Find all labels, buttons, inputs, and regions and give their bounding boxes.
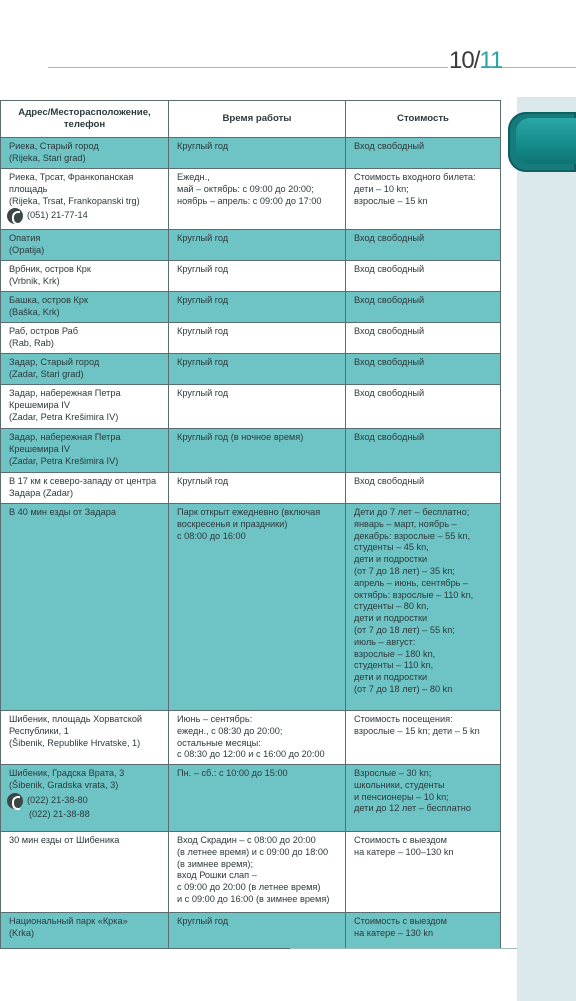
address-line: В 40 мин езды от Задара <box>9 507 116 517</box>
hours-cell <box>169 230 346 261</box>
hours-line: Ежедн., <box>177 172 210 182</box>
hours-line: ежедн., с 08:30 до 20:00; <box>177 725 283 736</box>
price-line: на катере – 130 kn <box>354 927 434 938</box>
table-row <box>1 230 501 261</box>
price-line: дети и подростки <box>354 613 428 624</box>
hours-cell <box>169 138 346 169</box>
price-line: Вход свободный <box>354 326 425 336</box>
address-line: Задар, набережная Петра <box>9 388 121 398</box>
address-line: Крешемира IV <box>9 399 70 410</box>
phone-number[interactable]: (022) 21-38-80 <box>27 794 88 805</box>
hours-line: вход Рошки слап – <box>177 870 257 881</box>
hours-line: Круглый год <box>177 295 229 305</box>
address-cell <box>1 765 169 832</box>
address-line: Задара (Zadar) <box>9 487 74 498</box>
hours-cell <box>169 169 346 230</box>
hours-line: воскресенья и праздники) <box>177 518 288 529</box>
price-line: взрослые – 15 kn; дети – 5 kn <box>354 725 480 736</box>
address-cell <box>1 429 169 473</box>
phone-line <box>9 208 163 224</box>
table-row <box>1 504 501 711</box>
price-line: студенты – 110 kn, <box>354 660 434 671</box>
table-row <box>1 323 501 354</box>
price-cell <box>346 138 501 169</box>
table-row <box>1 429 501 473</box>
header-hours: Время работы <box>169 101 346 138</box>
price-line: дети и подростки <box>354 554 428 565</box>
hours-cell <box>169 354 346 385</box>
header-rule <box>48 67 448 68</box>
address-cell <box>1 504 169 711</box>
address-cell <box>1 913 169 949</box>
price-cell <box>346 711 501 765</box>
price-line: студенты – 45 kn, <box>354 542 429 553</box>
phone-number[interactable]: (051) 21-77-14 <box>27 210 88 221</box>
hours-line: Круглый год <box>177 264 229 274</box>
hours-line: Круглый год <box>177 476 229 486</box>
header-price: Стоимость <box>346 101 501 138</box>
address-line: Врбник, остров Крк <box>9 264 91 274</box>
address-line: (Rijeka, Stari grad) <box>9 152 86 163</box>
price-cell <box>346 913 501 949</box>
page-separator: / <box>473 47 480 74</box>
price-line: Вход свободный <box>354 432 425 442</box>
price-line: взрослые – 180 kn, <box>354 648 436 659</box>
price-line: Стоимость с выездом <box>354 916 447 926</box>
side-panel <box>517 97 576 1001</box>
price-cell <box>346 323 501 354</box>
hours-cell <box>169 292 346 323</box>
address-line: (Rijeka, Trsat, Frankopanski trg) <box>9 195 140 206</box>
address-line: Раб, остров Раб <box>9 326 79 336</box>
price-cell <box>346 292 501 323</box>
price-line: и пенсионеры – 10 kn; <box>354 791 449 802</box>
hours-line: с 08:30 до 12:00 и с 16:00 до 20:00 <box>177 749 325 760</box>
price-line: Стоимость входного билета: <box>354 172 476 182</box>
price-line: Вход свободный <box>354 388 425 398</box>
address-line: (Opatija) <box>9 244 45 255</box>
hours-line: ноябрь – апрель: с 09:00 до 17:00 <box>177 195 322 206</box>
address-line: Задар, набережная Петра <box>9 432 121 442</box>
price-cell <box>346 473 501 504</box>
table-row <box>1 261 501 292</box>
price-line: дети до 12 лет – бесплатно <box>354 803 471 814</box>
hours-line: с 08:00 до 16:00 <box>177 530 246 541</box>
address-line: Шибеник, Градска Врата, 3 <box>9 768 125 778</box>
price-line: (от 7 до 18 лет) – 35 kn; <box>354 565 455 576</box>
price-line: дети – 10 kn; <box>354 183 409 194</box>
table-row <box>1 385 501 429</box>
hours-line: Круглый год <box>177 916 229 926</box>
page-number <box>449 48 502 74</box>
address-line: (Zadar, Stari grad) <box>9 368 84 379</box>
phone-icon <box>7 208 23 224</box>
address-line: Риека, Трсат, Франкопанская площадь <box>9 172 134 194</box>
header-rule-right <box>502 67 576 68</box>
price-line: взрослые – 15 kn <box>354 195 428 206</box>
price-line: Дети до 7 лет – бесплатно; <box>354 507 470 517</box>
address-line: (Šibenik, Republike Hrvatske, 1) <box>9 737 141 748</box>
price-line: Вход свободный <box>354 476 425 486</box>
address-line: Задар, Старый город <box>9 357 100 367</box>
address-cell <box>1 261 169 292</box>
hours-line: (в зимнее время); <box>177 858 254 869</box>
address-cell <box>1 385 169 429</box>
phone-line <box>9 793 163 809</box>
hours-line: остальные месяцы: <box>177 737 261 748</box>
price-cell <box>346 765 501 832</box>
address-cell <box>1 292 169 323</box>
address-line: Риека, Старый город <box>9 141 99 151</box>
hours-cell <box>169 711 346 765</box>
address-line: (Rab, Rab) <box>9 337 54 348</box>
price-line: студенты – 80 kn, <box>354 601 429 612</box>
price-line: школьники, студенты <box>354 779 445 790</box>
price-line: Вход свободный <box>354 295 425 305</box>
hours-cell <box>169 913 346 949</box>
price-cell <box>346 261 501 292</box>
address-line: (Baška, Krk) <box>9 306 60 317</box>
address-cell <box>1 230 169 261</box>
price-line: Стоимость посещения: <box>354 714 453 724</box>
address-line: Опатия <box>9 233 41 243</box>
hours-line: Вход Скрадин – с 08:00 до 20:00 <box>177 835 316 845</box>
price-line: (от 7 до 18 лет) – 80 kn <box>354 683 453 694</box>
hours-line: Парк открыт ежедневно (включая <box>177 507 321 517</box>
table-row <box>1 765 501 832</box>
address-cell <box>1 169 169 230</box>
address-line: 30 мин езды от Шибеника <box>9 835 120 845</box>
table-row <box>1 354 501 385</box>
address-line: Республики, 1 <box>9 725 69 736</box>
address-line: (Zadar, Petra Krešimira IV) <box>9 455 119 466</box>
page-total: 11 <box>479 47 503 74</box>
price-line: июль – август: <box>354 636 416 647</box>
hours-cell <box>169 832 346 913</box>
address-cell <box>1 473 169 504</box>
hours-line: с 09:00 до 20:00 (в летнее время) <box>177 882 321 893</box>
price-line: Взрослые – 30 kn; <box>354 768 432 778</box>
table-row <box>1 711 501 765</box>
table-row <box>1 138 501 169</box>
address-line: Башка, остров Крк <box>9 295 88 305</box>
address-cell <box>1 323 169 354</box>
hours-line: Круглый год (в ночное время) <box>177 432 304 442</box>
hours-cell <box>169 765 346 832</box>
header-address: Адрес/Месторасположение, телефон <box>1 101 169 138</box>
address-cell <box>1 832 169 913</box>
price-line: январь – март, ноябрь – <box>354 518 457 529</box>
hours-line: Круглый год <box>177 388 229 398</box>
hours-line: Круглый год <box>177 357 229 367</box>
price-cell <box>346 429 501 473</box>
price-cell <box>346 169 501 230</box>
footer-rule <box>290 948 517 949</box>
price-line: Вход свободный <box>354 264 425 274</box>
table-row <box>1 292 501 323</box>
table-body <box>1 138 501 949</box>
hours-cell <box>169 385 346 429</box>
table-row <box>1 913 501 949</box>
address-line: Национальный парк «Крка» <box>9 916 128 926</box>
price-line: дети и подростки <box>354 672 428 683</box>
price-line: Вход свободный <box>354 357 425 367</box>
hours-cell <box>169 504 346 711</box>
price-line: Вход свободный <box>354 141 425 151</box>
hours-cell <box>169 323 346 354</box>
page-current: 10 <box>449 47 474 74</box>
address-cell <box>1 711 169 765</box>
price-cell <box>346 354 501 385</box>
address-line: (Vrbnik, Krk) <box>9 275 60 286</box>
price-line: декабрь: взрослые – 55 kn, <box>354 530 471 541</box>
address-line: (Krka) <box>9 927 35 938</box>
hours-line: Пн. – сб.: с 10:00 до 15:00 <box>177 768 288 778</box>
attractions-table <box>0 100 501 949</box>
hours-line: и с 09:00 до 16:00 (в зимнее время) <box>177 893 330 904</box>
address-line: Крешемира IV <box>9 443 70 454</box>
price-cell <box>346 230 501 261</box>
price-line: Стоимость с выездом <box>354 835 447 845</box>
phone-icon <box>7 793 23 809</box>
table-row <box>1 169 501 230</box>
table-row <box>1 473 501 504</box>
hours-line: Круглый год <box>177 233 229 243</box>
address-line: (Zadar, Petra Krešimira IV) <box>9 411 119 422</box>
table-header-row <box>1 101 501 138</box>
price-line: октябрь: взрослые – 110 kn, <box>354 589 474 600</box>
hours-line: Круглый год <box>177 141 229 151</box>
price-line: (от 7 до 18 лет) – 55 kn; <box>354 624 455 635</box>
hours-line: Июнь – сентябрь: <box>177 714 253 724</box>
address-line: (Šibenik, Gradska vrata, 3) <box>9 779 119 790</box>
hours-line: (в летнее время) и с 09:00 до 18:00 <box>177 846 329 857</box>
price-cell <box>346 385 501 429</box>
side-tab-highlight <box>516 118 576 164</box>
address-cell <box>1 138 169 169</box>
hours-line: май – октябрь: с 09:00 до 20:00; <box>177 183 314 194</box>
phone-number[interactable]: (022) 21-38-88 <box>29 808 90 819</box>
price-cell <box>346 504 501 711</box>
hours-cell <box>169 473 346 504</box>
hours-cell <box>169 429 346 473</box>
price-line: Вход свободный <box>354 233 425 243</box>
address-line: Шибеник, площадь Хорватской <box>9 714 143 724</box>
hours-line: Круглый год <box>177 326 229 336</box>
price-line: апрель – июнь, сентябрь – <box>354 577 469 588</box>
address-line: В 17 км к северо-западу от центра <box>9 476 157 486</box>
price-cell <box>346 832 501 913</box>
hours-cell <box>169 261 346 292</box>
price-line: на катере – 100–130 kn <box>354 846 454 857</box>
address-cell <box>1 354 169 385</box>
table-row <box>1 832 501 913</box>
